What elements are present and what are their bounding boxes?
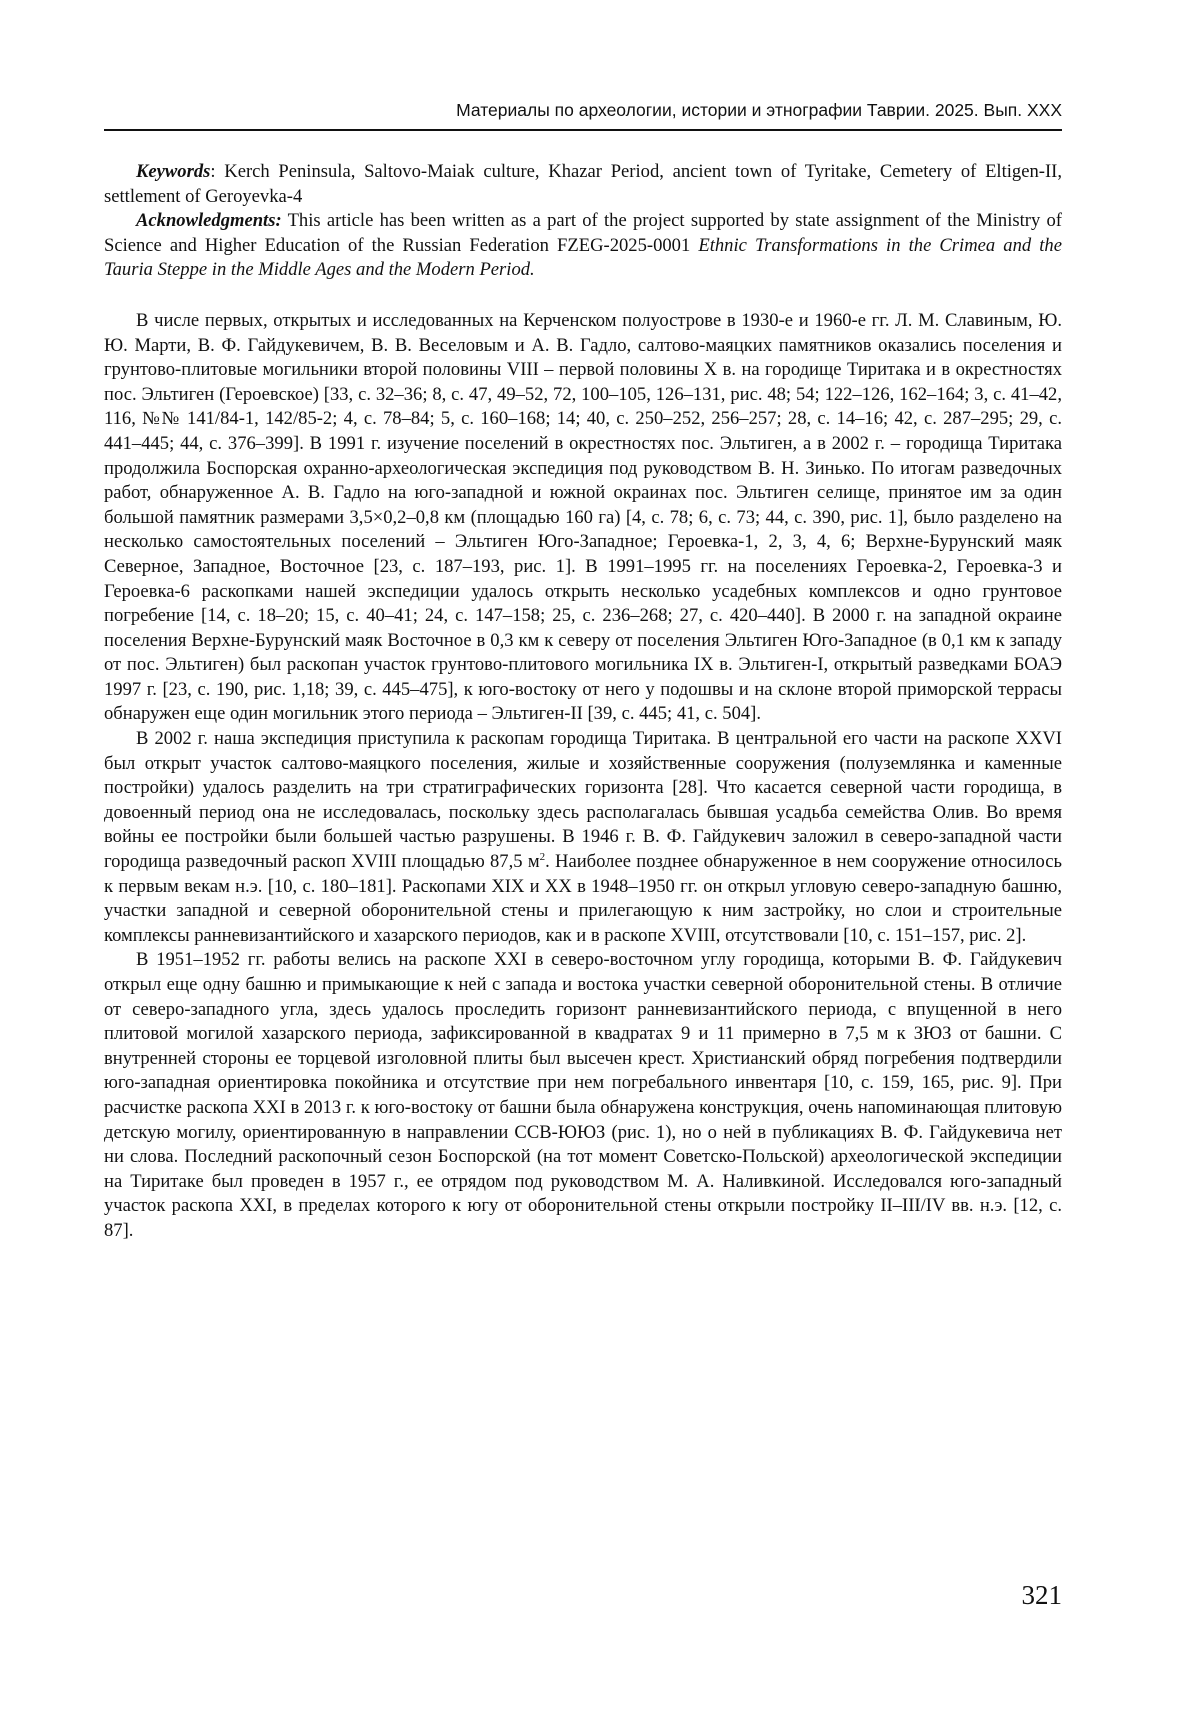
running-header — [104, 100, 1062, 131]
acknowledgments-paragraph — [104, 209, 1062, 283]
keywords-label: Keywords — [136, 161, 211, 182]
paragraph-2 — [104, 727, 1062, 948]
paragraph-1: В числе первых, открытых и исследованных на Керченском полуострове в 1930-е и 1960-е гг. Л. М. Славиным, Ю. Ю. Марти, В. Ф. Гайдукевичем, В. В. Веселовым и А. В. Гадло, салтово-маяцких памятников оказались поселения и грунтово-плитовые могильники второй половины VIII – первой половины X в. на городище Тиритака и в окрестностях пос. Эльтиген (Героевское) [33, с. 32–36; 8, с. 47, 49–52, 72, 100–105, 126–131, рис. 48; 54; 122–126, 162–164; 3, с. 41–42, 116, №№ 141/84-1, 142/85-2; 4, с. 78–84; 5, с. 160–168; 14; 40, с. 250–252, 256–257; 28, с. 14–16; 42, с. 287–295; 29, с. 441–445; 44, с. 376–399]. В 1991 г. изучение поселений в окрестностях пос. Эльтиген, а в 2002 г. – городища Тиритака продолжила Боспорская охранно-археологическая экспедиция под руководством В. Н. Зинько. По итогам разведочных работ, обнаруженное А. В. Гадло на юго-западной и южной окраинах пос. Эльтиген селище, принятое им за один большой памятник размерами 3,5×0,2–0,8 км (площадью 160 га) [4, с. 78; 6, с. 73; 44, с. 390, рис. 1], было разделено на несколько самостоятельных поселений – Эльтиген Юго-Западное; Героевка-1, 2, 3, 4, 6; Верхне-Бурунский маяк Северное, Западное, Восточное [23, с. 187–193, рис. 1]. В 1991–1995 гг. на поселениях Героевка-2, Героевка-3 и Героевка-6 раскопками нашей экспедиции удалось открыть несколько усадебных комплексов и одно грунтовое погребение [14, с. 18–20; 15, с. 40–41; 24, с. 147–158; 25, с. 236–268; 27, с. 420–440]. В 2000 г. на западной окраине поселения Верхне-Бурунский маяк Восточное в 0,3 км к северу от поселения Эльтиген Юго-Западное (в 0,1 км к западу от пос. Эльтиген) был раскопан участок грунтово-плитового могильника IX в. Эльтиген-I, открытый разведками БОАЭ 1997 г. [23, с. 190, рис. 1,18; 39, с. 445–475], к юго-востоку от него у подошвы и на склоне второй приморской террасы обнаружен еще один могильник этого периода – Эльтиген-II [39, с. 445; 41, с. 504]. — [104, 309, 1062, 725]
keywords-paragraph — [104, 160, 1062, 209]
superscript-2: 2 — [539, 850, 546, 863]
acknowledgments-text: This article has been written as a part of the project supported by state assignment of the Ministry of Science and Higher Education of the Russian Federation FZEG-2025-0001 — [104, 210, 1062, 256]
paragraph-3: В 1951–1952 гг. работы велись на раскопе XXI в северо-восточном углу городища, которыми В. Ф. Гайдукевич открыл еще одну башню и примыкающие к ней с запада и востока участки северной оборонительной стены. В отличие от северо-западного угла, здесь удалось проследить горизонт ранневизантийского периода, с впущенной в него плитовой могилой хазарского периода, зафиксированной в квадратах 9 и 11 примерно в 7,5 м к ЗЮЗ от башни. С внутренней стороны ее торцевой изголовной плиты был высечен крест. Христианский обряд погребения подтвердили юго-западная ориентировка покойника и отсутствие при нем погребального инвентаря [10, с. 159, 165, рис. 9]. При расчистке раскопа XXI в 2013 г. к юго-востоку от башни была обнаружена конструкция, очень напоминающая плитовую детскую могилу, ориентированную в направлении ССВ-ЮЮЗ (рис. 1), но о ней в публикациях В. Ф. Гайдукевича нет ни слова. Последний раскопочный сезон Боспорской (на тот момент Советско-Польской) археологической экспедиции на Тиритаке был проведен в 1957 г., ее отрядом под руководством М. А. Наливкиной. Исследовался юго-западный участок раскопа XXI, в пределах которого к югу от оборонительной стены открыли постройку II–III/IV вв. н.э. [12, с. 87]. — [104, 949, 1062, 1241]
paragraph-2-part-1: В 2002 г. наша экспедиция приступила к раскопам городища Тиритака. В центральной его части на раскопе XXVI был открыт участок салтово-маяцкого поселения, жилые и хозяйственные сооружения (полуземлянка и каменные постройки) удалось разделить на три стратиграфических горизонта [28]. Что касается северной части городища, в довоенный период она не исследовалась, поскольку здесь располагалась бывшая усадьба семейства Олив. Во время войны ее постройки были большей частью разрушены. В 1946 г. В. Ф. Гайдукевич заложил в северо-западной части городища разведочный раскоп XVIII площадью 87,5 м — [104, 728, 1062, 873]
acknowledgments-label: Acknowledgments: — [136, 210, 282, 232]
running-title: Материалы по археологии, истории и этнографии Таврии. 2025. Вып. XXX — [456, 100, 1062, 120]
article-body — [104, 160, 1062, 1244]
paragraph-2-part-2: . Наиболее позднее обнаруженное в нем сооружение относилось к первым векам н.э. [10, с. 180–181]. Раскопами XIX и XX в 1948–1950 гг. он открыл угловую северо-западную башню, участки западной и северной оборонительной стены и прилегающую к ним застройку, но слои и строительные комплексы ранневизантийского и хазарского периодов, как и в раскопе XVIII, отсутствовали [10, с. 151–157, рис. 2]. — [104, 851, 1062, 946]
abstract-meta — [104, 160, 1062, 283]
main-text — [104, 309, 1062, 1244]
project-title: Ethnic Transformations in the Crimea and the Tauria Steppe in the Middle Ages and the Modern Period. — [104, 234, 1062, 281]
keywords-text: : Kerch Peninsula, Saltovo-Maiak culture, Khazar Period, ancient town of Tyritake, Cemetery of Eltigen-II, settlement of Geroyevka-4 — [104, 161, 1062, 207]
page-number: 321 — [1021, 1580, 1062, 1610]
